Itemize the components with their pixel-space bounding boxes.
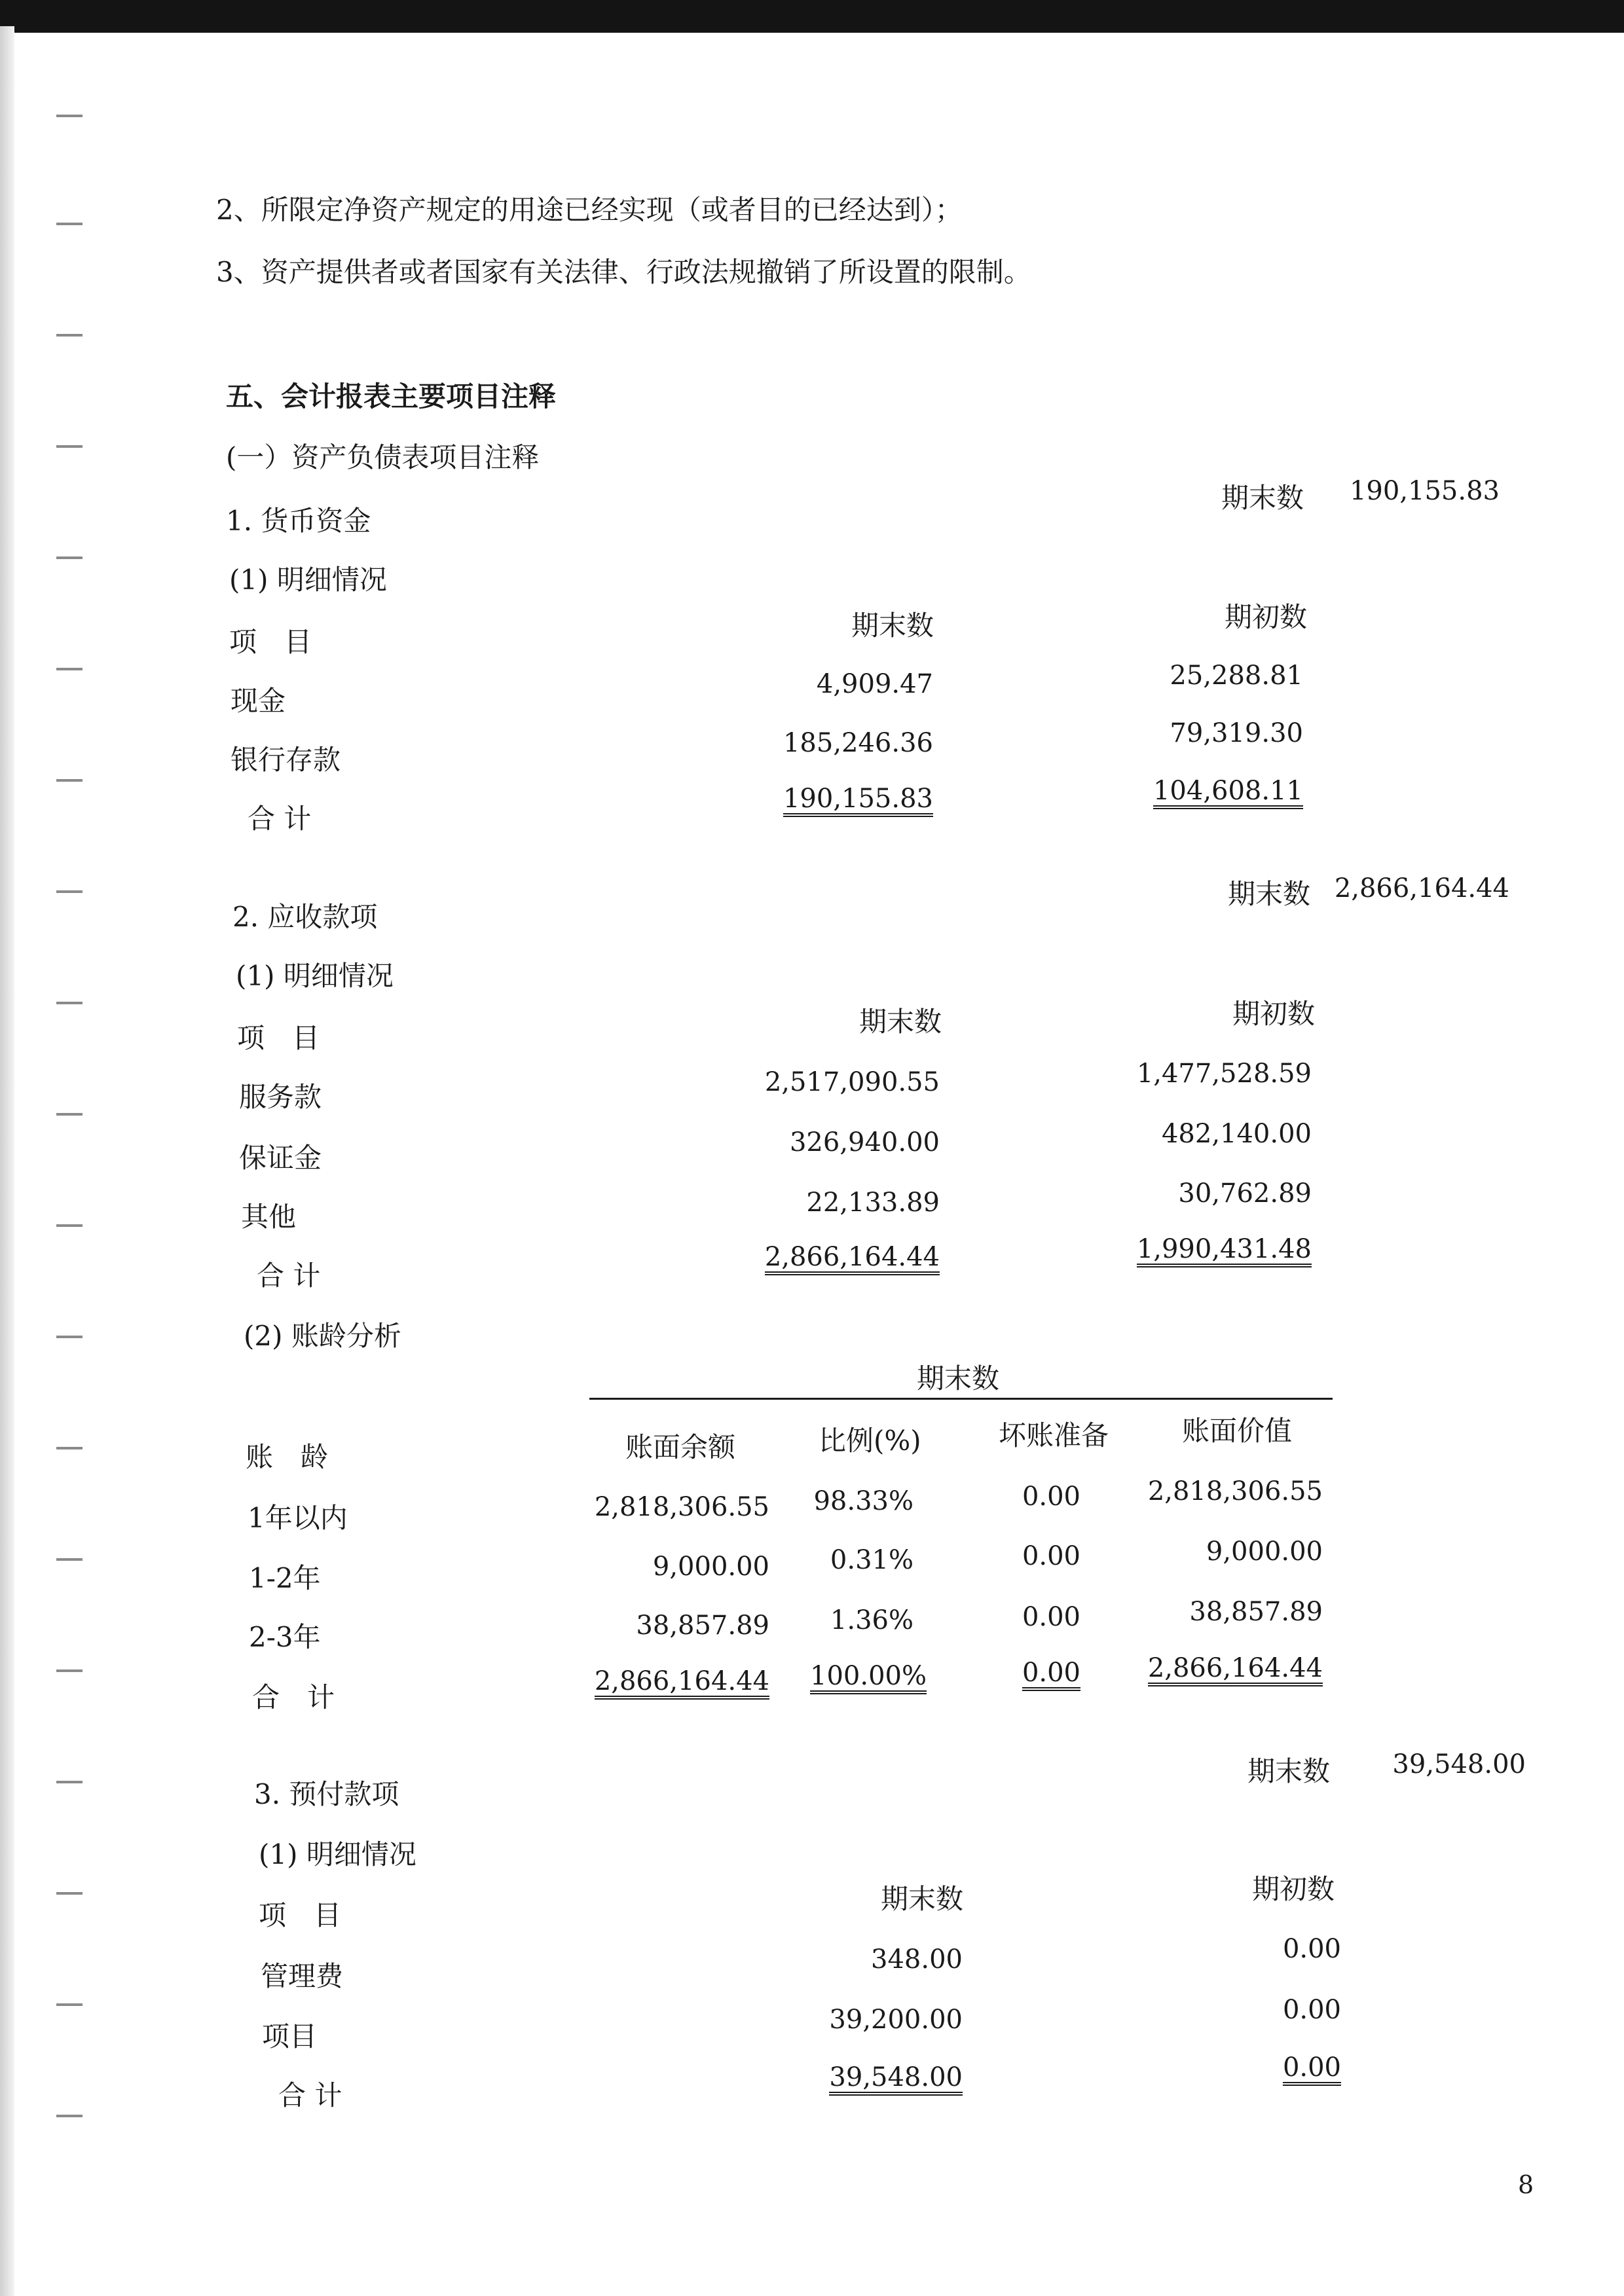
binding-mark (56, 223, 83, 225)
s3-end-value: 39,548.00 (1392, 1749, 1526, 1779)
aging-col-balance: 账面余额 (625, 1431, 736, 1463)
binding-mark (56, 1224, 83, 1227)
binding-mark (56, 556, 83, 559)
s3-row-begin: 0.00 (1282, 1995, 1341, 2025)
s2-row-end: 326,940.00 (789, 1127, 940, 1157)
aging-row-provision: 0.00 (1022, 1482, 1080, 1512)
s1-col-begin: 期初数 (1225, 601, 1308, 633)
s3-total-end-value: 39,548.00 (829, 2064, 963, 2096)
aging-total-label: 合 计 (252, 1681, 335, 1713)
s2-total-begin (1076, 1236, 1312, 1267)
aging-header-rule (589, 1398, 1333, 1400)
aging-total-provision-value: 0.00 (1022, 1660, 1080, 1691)
aging-col-value: 账面价值 (1182, 1415, 1293, 1447)
binding-mark (56, 334, 83, 337)
s2-detail-label: (1) 明细情况 (236, 960, 394, 992)
binding-mark (56, 1113, 83, 1116)
s3-total-label: 合 计 (278, 2079, 342, 2111)
intro-line-3: 3、资产提供者或者国家有关法律、行政法规撤销了所设置的限制。 (216, 256, 1031, 288)
s2-end-value: 2,866,164.44 (1334, 873, 1509, 903)
binding-mark (56, 1669, 83, 1672)
subsection-title: (一）资产负债表项目注释 (226, 441, 540, 473)
s3-col-end: 期末数 (881, 1883, 964, 1915)
s2-total-begin-value: 1,990,431.48 (1137, 1236, 1312, 1267)
binding-mark (56, 1336, 83, 1338)
s1-total-end (697, 786, 933, 817)
s2-col-item: 项 目 (237, 1022, 320, 1054)
aging-col-provision: 坏账准备 (999, 1419, 1109, 1451)
aging-row-provision: 0.00 (1022, 1602, 1080, 1632)
binding-mark (56, 115, 83, 117)
s3-total-begin (1105, 2054, 1341, 2086)
aging-total-ratio (756, 1663, 927, 1694)
s1-total-begin-value: 104,608.11 (1153, 778, 1303, 809)
binding-mark (56, 445, 83, 448)
s2-col-end: 期末数 (859, 1006, 942, 1038)
aging-total-ratio-value: 100.00% (810, 1663, 927, 1694)
s1-row-begin: 25,288.81 (1170, 661, 1303, 691)
s2-row-name: 保证金 (239, 1142, 322, 1174)
binding-mark (56, 668, 83, 670)
s3-col-item: 项 目 (259, 1899, 342, 1931)
s3-end-label: 期末数 (1247, 1755, 1331, 1787)
s2-total-end (704, 1244, 940, 1275)
s3-row-name: 管理费 (261, 1960, 344, 1992)
s3-title: 3. 预付款项 (254, 1778, 399, 1810)
s2-title: 2. 应收款项 (232, 901, 378, 933)
aging-col-age: 账 龄 (246, 1441, 329, 1473)
binding-mark (56, 1558, 83, 1561)
s1-row-end: 185,246.36 (783, 728, 933, 758)
s1-col-end: 期末数 (851, 610, 934, 642)
binding-mark (56, 1781, 83, 1783)
aging-group-header: 期末数 (917, 1362, 1000, 1394)
aging-row-age: 1-2年 (249, 1562, 321, 1594)
s2-row-begin: 30,762.89 (1178, 1178, 1312, 1209)
s2-end-label: 期末数 (1228, 878, 1311, 910)
s3-row-end: 348.00 (871, 1944, 963, 1975)
s1-row-name: 银行存款 (231, 744, 341, 776)
s1-total-end-value: 190,155.83 (783, 786, 933, 817)
scan-left-edge (0, 26, 14, 2296)
binding-mark (56, 779, 83, 782)
s2-row-name: 服务款 (239, 1081, 322, 1113)
aging-row-ratio: 98.33% (813, 1486, 913, 1516)
aging-total-balance-value: 2,866,164.44 (595, 1668, 769, 1700)
s2-row-end: 2,517,090.55 (764, 1067, 940, 1097)
s1-detail-label: (1) 明细情况 (229, 564, 387, 596)
s3-total-end (727, 2064, 963, 2096)
intro-line-2: 2、所限定净资产规定的用途已经实现（或者目的已经达到）； (216, 194, 963, 226)
aging-row-balance: 2,818,306.55 (594, 1492, 769, 1522)
binding-mark (56, 1447, 83, 1449)
aging-row-balance: 38,857.89 (636, 1611, 769, 1641)
s3-row-begin: 0.00 (1282, 1934, 1341, 1964)
aging-total-provision (950, 1660, 1080, 1691)
page-number: 8 (1518, 2170, 1534, 2199)
aging-row-value: 9,000.00 (1206, 1537, 1323, 1567)
s3-row-end: 39,200.00 (829, 2005, 963, 2035)
section-title: 五、会计报表主要项目注释 (226, 380, 557, 412)
s1-col-item: 项 目 (229, 626, 312, 658)
binding-mark (56, 2115, 83, 2117)
s2-total-end-value: 2,866,164.44 (765, 1244, 940, 1275)
aging-row-provision: 0.00 (1022, 1541, 1080, 1571)
aging-row-value: 2,818,306.55 (1147, 1476, 1323, 1506)
binding-mark (56, 890, 83, 893)
binding-mark (56, 1892, 83, 1895)
aging-row-value: 38,857.89 (1189, 1597, 1323, 1627)
binding-mark (56, 2003, 83, 2006)
s2-row-name: 其他 (241, 1201, 297, 1233)
scan-top-edge (0, 0, 1624, 33)
s2-row-begin: 482,140.00 (1161, 1119, 1312, 1149)
aging-row-balance: 9,000.00 (652, 1552, 769, 1582)
binding-mark (56, 1002, 83, 1004)
aging-total-value-value: 2,866,164.44 (1148, 1655, 1323, 1686)
s3-total-begin-value: 0.00 (1283, 2054, 1341, 2086)
s3-detail-label: (1) 明细情况 (259, 1838, 416, 1870)
aging-total-value (1087, 1655, 1323, 1686)
s1-end-value: 190,155.83 (1349, 476, 1500, 506)
s1-title: 1. 货币资金 (226, 505, 371, 537)
s3-col-begin: 期初数 (1252, 1873, 1335, 1905)
s3-row-name: 项目 (262, 2020, 318, 2052)
s1-row-name: 现金 (231, 685, 286, 717)
aging-row-age: 1年以内 (248, 1502, 348, 1534)
s1-end-label: 期末数 (1221, 482, 1304, 514)
s1-row-begin: 79,319.30 (1170, 718, 1303, 748)
s2-row-end: 22,133.89 (806, 1188, 940, 1218)
aging-total-balance (534, 1668, 769, 1700)
aging-row-ratio: 0.31% (830, 1545, 913, 1575)
aging-row-age: 2-3年 (249, 1621, 321, 1653)
s1-row-end: 4,909.47 (816, 669, 933, 699)
aging-row-ratio: 1.36% (830, 1605, 913, 1635)
s2-total-label: 合 计 (257, 1260, 321, 1292)
aging-title: (2) 账龄分析 (244, 1320, 401, 1352)
s2-col-begin: 期初数 (1232, 998, 1316, 1030)
aging-col-ratio: 比例(%) (819, 1425, 921, 1457)
s1-total-begin (1067, 778, 1303, 809)
s1-total-label: 合 计 (248, 803, 312, 835)
s2-row-begin: 1,477,528.59 (1136, 1059, 1312, 1089)
